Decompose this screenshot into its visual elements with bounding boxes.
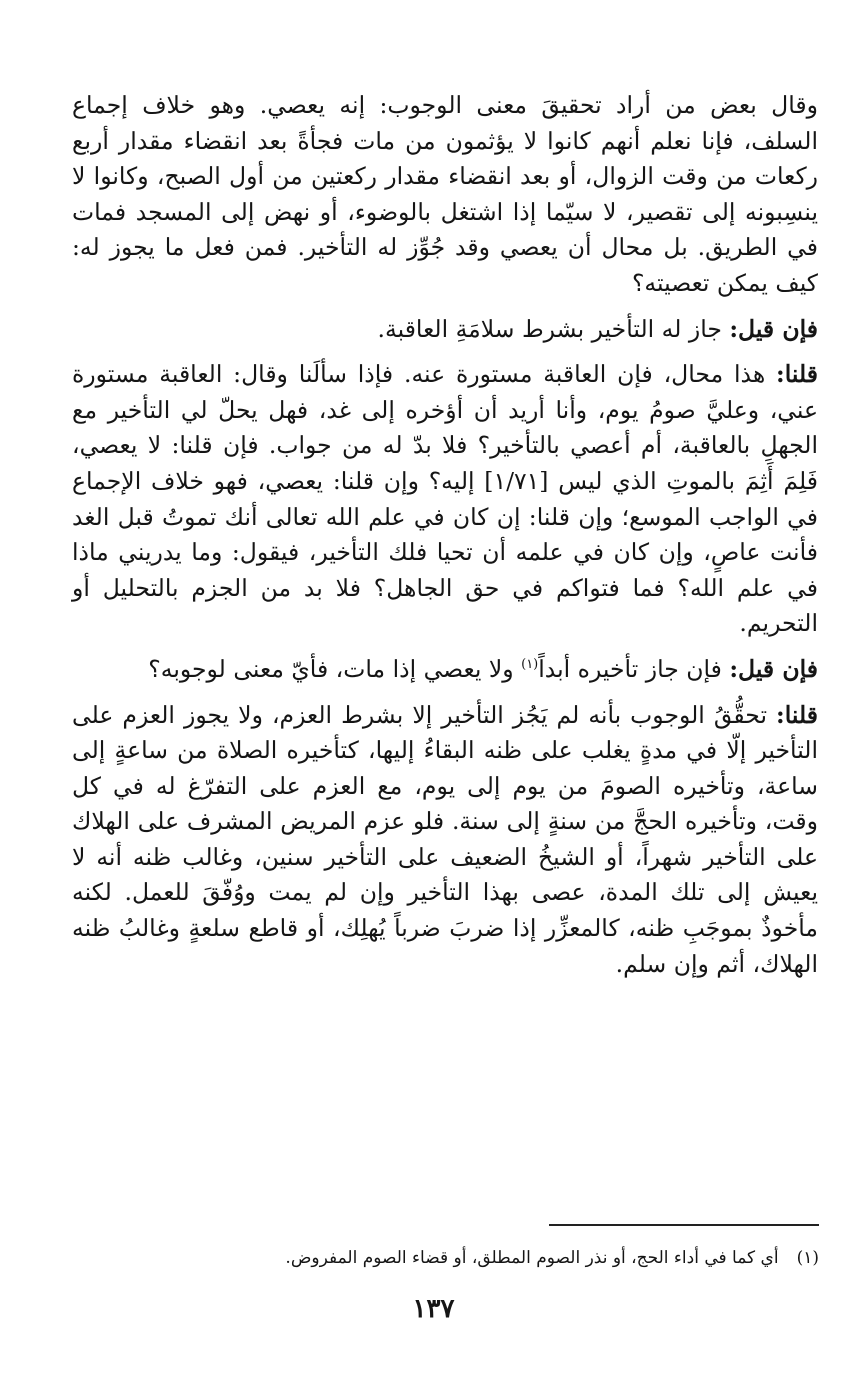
paragraph-5-text: تحقُّقُ الوجوب بأنه لم يَجُز التأخير إلا بشرط العزم، ولا يجوز العزم على التأخير إلّا في مدةٍ يغلب على ظنه البقاءُ إليها، كتأخيره الصلاة من ساعةٍ إلى ساعة، وتأخيره الصومَ من يوم إلى يوم، مع العزم على التفرّغ له في كل وقت، وتأخيره الحجَّ من سنةٍ إلى سنة. فلو عزم المريض المشرف على الهلاك على التأخير شهراً، أو الشيخُ الضعيف على التأخير سنين، وغالب ظنه أنه لا يعيش إلى تلك المدة، عصى بهذا التأخير وإن لم يمت ووُفّقَ للعمل. لكنه مأخوذٌ بموجَبِ ظنه، كالمعزِّر إذا ضربَ ضرباً يُهلِك، أو قاطع سلعةٍ وغالبُ ظنه الهلاك، أثم وإن سلم. xyxy=(72,700,818,978)
footnote-number: (١) xyxy=(796,1248,819,1268)
page-body xyxy=(72,88,818,982)
paragraph-1-text: وقال بعض من أراد تحقيقَ معنى الوجوب: إنه يعصي. وهو خلاف إجماع السلف، فإنا نعلم أنهم كانوا لا يؤثمون من مات فجأةً بعد انقضاء مقدار أربع ركعات من وقت الزوال، أو بعد انقضاء مقدار ركعتين من أول الصبح، وكانوا لا ينسِبونه إلى تقصير، لا سيّما إذا اشتغل بالوضوء، أو نهض إلى المسجد فمات في الطريق. بل محال أن يعصي وقد جُوِّز له التأخير. فمن فعل ما يجوز له: كيف يمكن تعصيته؟ xyxy=(72,91,818,297)
paragraph-2-text: جاز له التأخير بشرط سلامَةِ العاقبة. xyxy=(377,314,730,343)
page-number: ١٣٧ xyxy=(412,1294,455,1324)
paragraph-3-text: هذا محال، فإن العاقبة مستورة عنه. فإذا سألَنا وقال: العاقبة مستورة عني، وعليَّ صومُ يوم، وأنا أريد أن أؤخره إلى غد، فهل يحلّ لي التأخير مع الجهلِ بالعاقبة، أم أعصي بالتأخير؟ فلا بدّ له من جواب. فإن قلنا: لا يعصي، فَلِمَ أَثِمَ بالموتِ الذي ليس [١/٧١] إليه؟ وإن قلنا: يعصي، فهو خلاف الإجماع في الواجب الموسع؛ وإن قلنا: إن كان في علم الله تعالى أنك تموتُ قبل الغد فأنت عاصٍ، وإن كان في علمه أن تحيا فلك التأخير، فيقول: وما يدريني ماذا في علم الله؟ فما فتواكم في حق الجاهل؟ فلا بد من الجزم بالتحليل أو التحريم. xyxy=(72,360,818,638)
footnote-divider xyxy=(549,1224,819,1226)
paragraph-2 xyxy=(72,312,818,348)
paragraph-1 xyxy=(72,88,818,302)
paragraph-4 xyxy=(72,652,818,688)
paragraph-3 xyxy=(72,357,818,642)
paragraph-4-lead: فإن قيل: xyxy=(729,654,818,683)
footnote-reference[interactable]: (١) xyxy=(521,657,539,673)
paragraph-4-text: فإن جاز تأخيره أبداً xyxy=(538,654,730,683)
footnote xyxy=(59,1246,819,1270)
paragraph-5 xyxy=(72,698,818,983)
paragraph-2-lead: فإن قيل: xyxy=(729,314,818,343)
paragraph-4-text-after: ولا يعصي إذا مات، فأيّ معنى لوجوبه؟ xyxy=(148,654,522,683)
footnote-text: أي كما في أداء الحج، أو نذر الصوم المطلق، أو قضاء الصوم المفروض. xyxy=(285,1248,779,1268)
paragraph-5-lead: قلنا: xyxy=(776,700,818,729)
paragraph-3-lead: قلنا: xyxy=(776,360,818,389)
